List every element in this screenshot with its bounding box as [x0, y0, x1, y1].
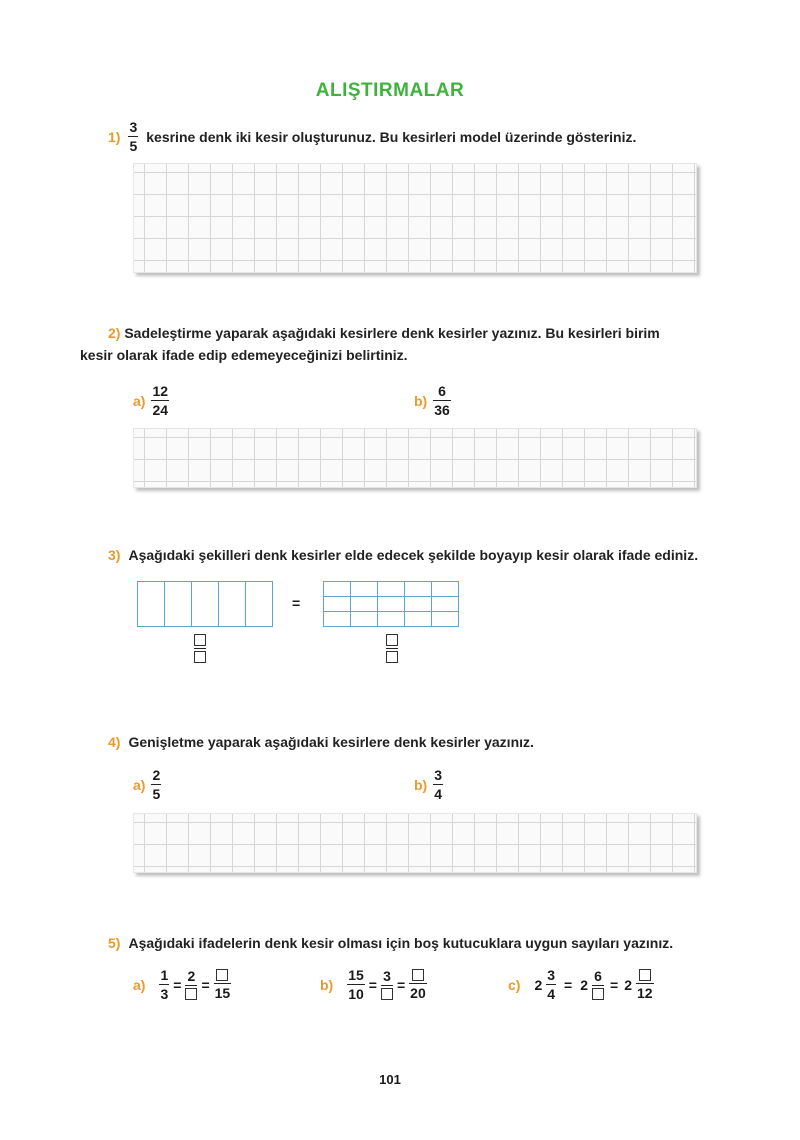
- numerator: 6: [594, 968, 602, 984]
- answer-box-numerator[interactable]: [412, 969, 424, 981]
- question-text-line2: kesir olarak ifade edip edemeyeceğinizi belirtiniz.: [80, 347, 408, 363]
- item-5b: [320, 968, 427, 1001]
- answer-box-denominator[interactable]: [386, 651, 398, 663]
- equals-sign: =: [396, 976, 406, 993]
- answer-box-numerator[interactable]: [386, 634, 398, 646]
- model-cell[interactable]: [351, 612, 378, 627]
- fraction: [546, 968, 556, 1001]
- denominator: 4: [547, 986, 556, 1003]
- question-5: [108, 935, 673, 951]
- fraction-bar: [433, 400, 451, 401]
- page-title: ALIŞTIRMALAR: [315, 80, 465, 101]
- answer-box-numerator[interactable]: [194, 634, 206, 646]
- answer-box-denominator[interactable]: [185, 988, 197, 1000]
- fraction-bar: [636, 983, 654, 984]
- answer-box-denominator[interactable]: [381, 988, 393, 1000]
- model-cell[interactable]: [324, 582, 351, 597]
- fraction-bar: [347, 984, 365, 985]
- numerator: 2: [187, 968, 196, 984]
- numerator: 12: [152, 383, 169, 399]
- denominator: 3: [160, 986, 169, 1003]
- equals-sign: =: [564, 976, 573, 993]
- fraction-bar: [381, 985, 393, 986]
- fraction: [214, 969, 232, 1000]
- item-label: b): [320, 976, 334, 993]
- denominator: 12: [637, 985, 653, 1002]
- item-4a: [133, 768, 161, 801]
- answer-box-denominator[interactable]: [592, 988, 604, 1000]
- fraction-model-fifths[interactable]: [137, 581, 273, 627]
- item-5a: [133, 968, 231, 1001]
- item-2a: [133, 384, 169, 417]
- question-number: 3): [108, 547, 121, 563]
- fraction: [433, 384, 451, 417]
- denominator: 5: [152, 786, 161, 803]
- denominator: 15: [214, 985, 231, 1002]
- model-cell[interactable]: [165, 582, 192, 627]
- question-text: Aşağıdaki ifadelerin denk kesir olması için boş kutucuklara uygun sayıları yazınız.: [128, 935, 674, 951]
- question-4: [108, 734, 534, 750]
- item-label: b): [414, 776, 428, 793]
- item-label: a): [133, 976, 146, 993]
- model-cell[interactable]: [351, 582, 378, 597]
- numerator: 3: [547, 967, 556, 983]
- whole-part: 2: [624, 976, 633, 993]
- fraction: [592, 969, 604, 1000]
- blank-fraction-right: [386, 634, 398, 663]
- answer-box-denominator[interactable]: [194, 651, 206, 663]
- model-cell[interactable]: [138, 582, 165, 627]
- fraction-bar: [433, 784, 443, 785]
- question-number: 5): [108, 935, 121, 951]
- equals-sign: =: [610, 976, 619, 993]
- fraction: [433, 768, 443, 801]
- model-cell[interactable]: [351, 597, 378, 612]
- answer-box-numerator[interactable]: [639, 969, 651, 981]
- question-number: 4): [108, 734, 121, 750]
- fraction: [185, 969, 197, 1000]
- denominator: 36: [434, 402, 450, 419]
- blank-fraction: [194, 634, 206, 663]
- model-cell[interactable]: [246, 582, 273, 627]
- fraction-bar: [592, 985, 604, 986]
- model-cell[interactable]: [219, 582, 246, 627]
- fraction: [151, 384, 169, 417]
- question-number: 1): [108, 128, 121, 145]
- item-label: b): [414, 392, 428, 409]
- fraction: [151, 768, 161, 801]
- item-label: a): [133, 392, 146, 409]
- denominator: 10: [348, 986, 364, 1003]
- equals-sign: =: [173, 976, 182, 993]
- numerator: 1: [160, 967, 169, 983]
- model-cell[interactable]: [432, 597, 459, 612]
- fraction-bar: [546, 984, 556, 985]
- model-cell[interactable]: [432, 612, 459, 627]
- equals-sign: =: [292, 595, 301, 611]
- answer-grid-1[interactable]: [133, 163, 697, 273]
- question-2: [108, 320, 700, 347]
- model-cell[interactable]: [378, 597, 405, 612]
- numerator: 3: [434, 767, 443, 783]
- fraction-bar: [151, 400, 169, 401]
- model-cell[interactable]: [405, 597, 432, 612]
- fraction-bar: [409, 983, 427, 984]
- fraction-bar: [185, 985, 197, 986]
- answer-grid-4[interactable]: [133, 813, 697, 873]
- question-3: [108, 547, 698, 563]
- blank-fraction-left: [194, 634, 206, 663]
- model-cell[interactable]: [192, 582, 219, 627]
- fraction: [381, 969, 393, 1000]
- fraction-bar: [194, 648, 206, 649]
- question-text-line1: Sadeleştirme yaparak aşağıdaki kesirlere denk kesirler yazınız. Bu kesirleri birim: [124, 325, 660, 341]
- model-cell[interactable]: [405, 612, 432, 627]
- question-number: 2): [108, 325, 121, 341]
- equals-sign: =: [201, 976, 210, 993]
- item-2b: [414, 384, 451, 417]
- item-label: c): [508, 976, 521, 993]
- numerator: 3: [383, 968, 391, 984]
- model-cell[interactable]: [378, 612, 405, 627]
- answer-grid-2[interactable]: [133, 428, 697, 488]
- model-cell[interactable]: [324, 597, 351, 612]
- fraction-bar: [159, 984, 169, 985]
- fraction-bar: [214, 983, 232, 984]
- whole-part: 2: [534, 976, 543, 993]
- fraction-bar: [128, 136, 138, 137]
- numerator: 15: [348, 967, 364, 983]
- fraction: [347, 968, 365, 1001]
- item-5c: [508, 968, 654, 1001]
- fraction: [636, 969, 654, 1000]
- model-cell[interactable]: [405, 582, 432, 597]
- fraction-bar: [151, 784, 161, 785]
- item-4b: [414, 768, 443, 801]
- denominator: 24: [152, 402, 169, 419]
- denominator: 4: [434, 786, 443, 803]
- question-text: Genişletme yaparak aşağıdaki kesirlere denk kesirler yazınız.: [128, 734, 534, 750]
- fraction: [409, 969, 427, 1000]
- denominator: 5: [129, 138, 138, 155]
- fraction-bar: [386, 648, 398, 649]
- numerator: 3: [129, 119, 138, 135]
- fraction-3-5: [128, 120, 138, 153]
- fraction: [159, 968, 169, 1001]
- model-cell[interactable]: [324, 612, 351, 627]
- question-text: kesrine denk iki kesir oluşturunuz. Bu kesirleri model üzerinde gösteriniz.: [146, 128, 637, 145]
- denominator: 20: [410, 985, 426, 1002]
- answer-box-numerator[interactable]: [216, 969, 228, 981]
- whole-part: 2: [580, 976, 589, 993]
- question-1: [108, 120, 636, 153]
- model-cell[interactable]: [378, 582, 405, 597]
- numerator: 6: [438, 383, 446, 399]
- item-label: a): [133, 776, 146, 793]
- question-text: Aşağıdaki şekilleri denk kesirler elde edecek şekilde boyayıp kesir olarak ifade ediniz.: [128, 547, 699, 563]
- numerator: 2: [152, 767, 161, 783]
- equals-sign: =: [368, 976, 377, 993]
- model-cell[interactable]: [432, 582, 459, 597]
- fraction-model-fifteenths[interactable]: [323, 581, 459, 627]
- blank-fraction: [386, 634, 398, 663]
- page-number: 101: [379, 1072, 401, 1087]
